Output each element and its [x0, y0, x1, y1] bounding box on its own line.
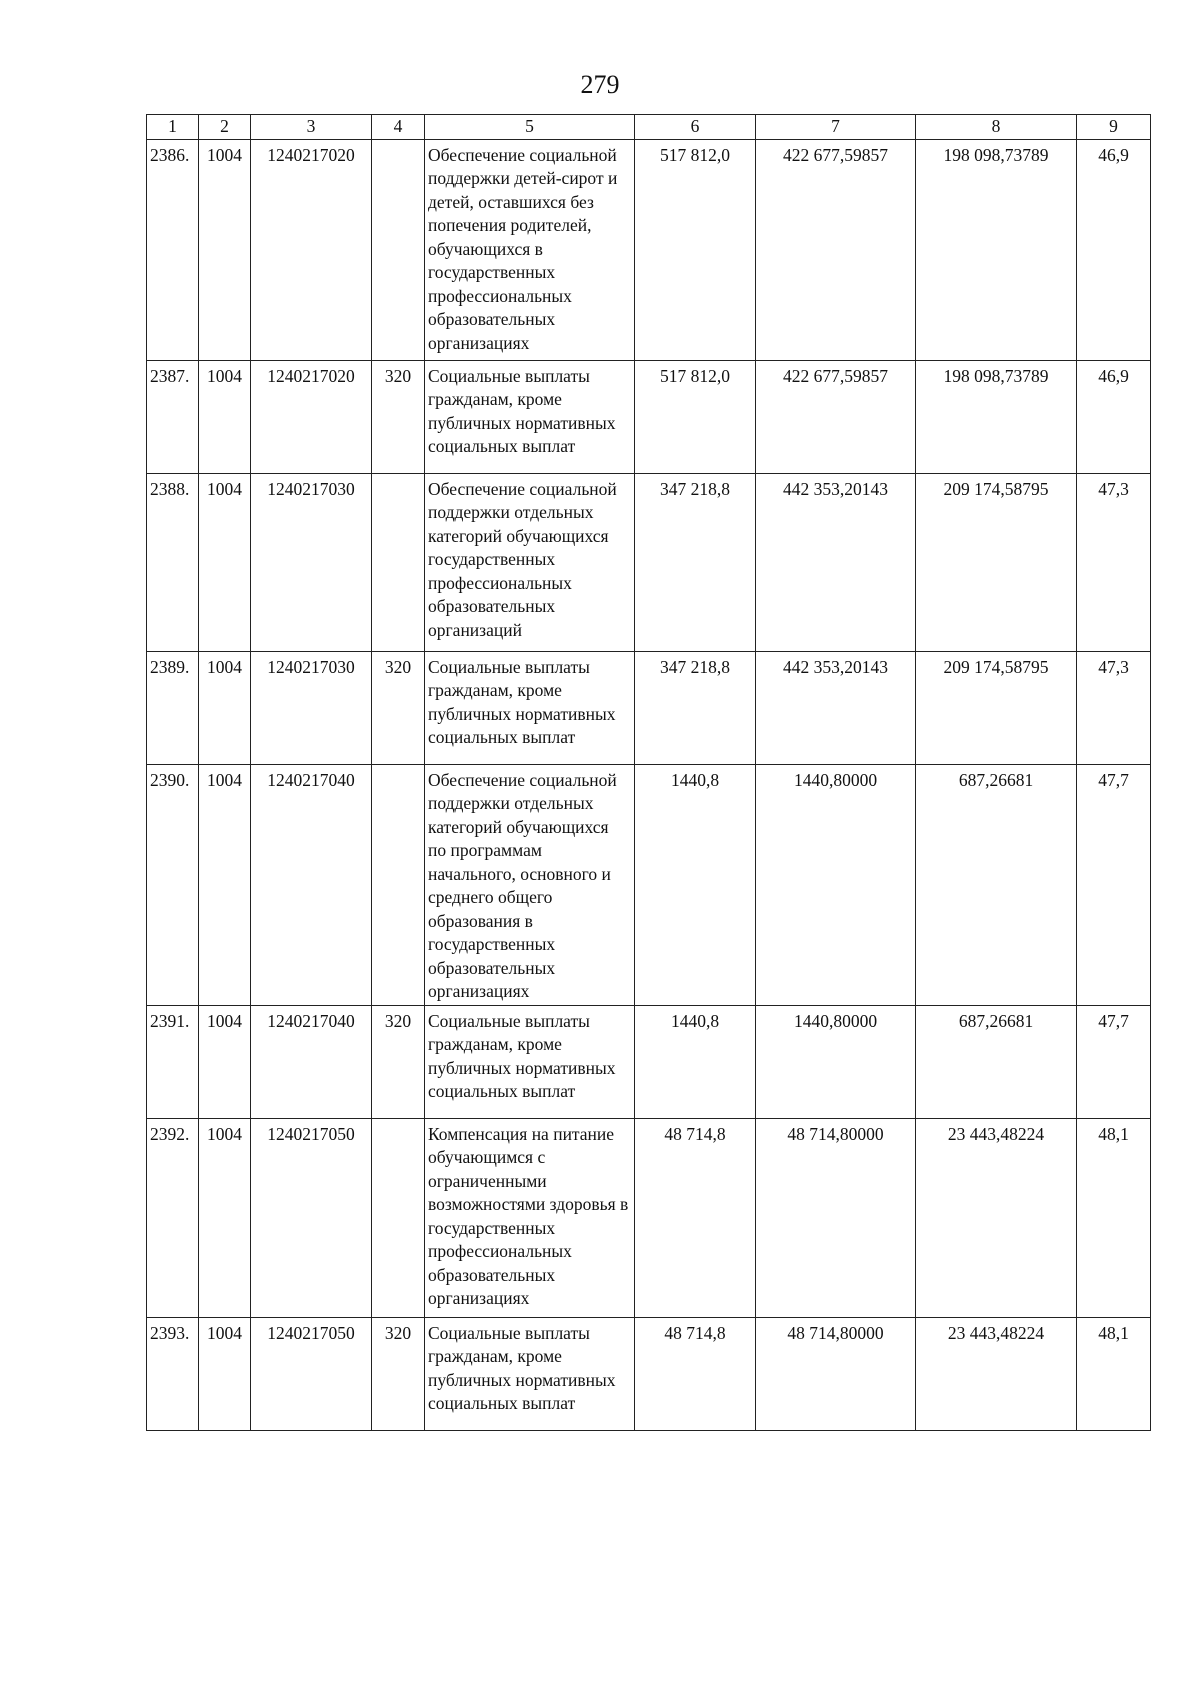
- value-approved: 422 677,59857: [756, 139, 916, 360]
- value-approved: 1440,80000: [756, 764, 916, 1005]
- table-row: [147, 1005, 1151, 1118]
- row-description: Социальные выплаты гражданам, кроме публичных нормативных социальных выплат: [425, 651, 635, 764]
- value-executed: 209 174,58795: [916, 651, 1077, 764]
- value-approved: 422 677,59857: [756, 360, 916, 473]
- value-plan: 1440,8: [635, 1005, 756, 1118]
- expense-type: [372, 139, 425, 360]
- target-article: 1240217030: [251, 473, 372, 651]
- row-description: Компенсация на питание обучающимся с ограниченными возможностями здоровья в государственных профессиональных образовательных организациях: [425, 1118, 635, 1317]
- section-code: 1004: [199, 360, 251, 473]
- value-percent: 47,7: [1077, 764, 1151, 1005]
- table-row: [147, 651, 1151, 764]
- value-plan: 48 714,8: [635, 1317, 756, 1430]
- table-row: [147, 1118, 1151, 1317]
- column-header: 2: [199, 115, 251, 140]
- table-header-row: [147, 115, 1151, 140]
- section-code: 1004: [199, 651, 251, 764]
- expense-type: [372, 473, 425, 651]
- page-number: 279: [580, 70, 620, 99]
- value-percent: 48,1: [1077, 1118, 1151, 1317]
- expense-type: 320: [372, 1005, 425, 1118]
- column-header: 4: [372, 115, 425, 140]
- table-row: [147, 139, 1151, 360]
- section-code: 1004: [199, 139, 251, 360]
- value-plan: 517 812,0: [635, 360, 756, 473]
- target-article: 1240217040: [251, 1005, 372, 1118]
- value-executed: 198 098,73789: [916, 360, 1077, 473]
- value-executed: 209 174,58795: [916, 473, 1077, 651]
- table-row: [147, 1317, 1151, 1430]
- value-percent: 47,3: [1077, 473, 1151, 651]
- row-number: 2393.: [147, 1317, 199, 1430]
- value-plan: 347 218,8: [635, 473, 756, 651]
- value-executed: 23 443,48224: [916, 1118, 1077, 1317]
- column-header: 3: [251, 115, 372, 140]
- value-approved: 48 714,80000: [756, 1317, 916, 1430]
- row-description: Социальные выплаты гражданам, кроме публичных нормативных социальных выплат: [425, 360, 635, 473]
- expense-type: 320: [372, 651, 425, 764]
- table-row: [147, 473, 1151, 651]
- value-executed: 198 098,73789: [916, 139, 1077, 360]
- value-plan: 48 714,8: [635, 1118, 756, 1317]
- value-plan: 1440,8: [635, 764, 756, 1005]
- value-percent: 47,3: [1077, 651, 1151, 764]
- row-number: 2391.: [147, 1005, 199, 1118]
- budget-table: [146, 114, 1151, 1431]
- column-header: 6: [635, 115, 756, 140]
- section-code: 1004: [199, 1118, 251, 1317]
- value-percent: 47,7: [1077, 1005, 1151, 1118]
- target-article: 1240217020: [251, 360, 372, 473]
- column-header: 1: [147, 115, 199, 140]
- section-code: 1004: [199, 764, 251, 1005]
- column-header: 9: [1077, 115, 1151, 140]
- value-approved: 442 353,20143: [756, 651, 916, 764]
- value-approved: 442 353,20143: [756, 473, 916, 651]
- value-approved: 48 714,80000: [756, 1118, 916, 1317]
- column-header: 5: [425, 115, 635, 140]
- value-percent: 48,1: [1077, 1317, 1151, 1430]
- target-article: 1240217020: [251, 139, 372, 360]
- target-article: 1240217050: [251, 1118, 372, 1317]
- value-executed: 23 443,48224: [916, 1317, 1077, 1430]
- row-number: 2388.: [147, 473, 199, 651]
- expense-type: [372, 1118, 425, 1317]
- row-description: Обеспечение социальной поддержки детей-сирот и детей, оставшихся без попечения родителей, обучающихся в государственных профессиональных образовательных организациях: [425, 139, 635, 360]
- section-code: 1004: [199, 1317, 251, 1430]
- value-plan: 517 812,0: [635, 139, 756, 360]
- expense-type: 320: [372, 360, 425, 473]
- value-executed: 687,26681: [916, 1005, 1077, 1118]
- target-article: 1240217030: [251, 651, 372, 764]
- row-number: 2392.: [147, 1118, 199, 1317]
- column-header: 8: [916, 115, 1077, 140]
- table-body: [147, 139, 1151, 1430]
- row-description: Обеспечение социальной поддержки отдельных категорий обучающихся по программам начального, основного и среднего общего образования в государственных образовательных организациях: [425, 764, 635, 1005]
- row-number: 2386.: [147, 139, 199, 360]
- target-article: 1240217050: [251, 1317, 372, 1430]
- section-code: 1004: [199, 473, 251, 651]
- row-number: 2389.: [147, 651, 199, 764]
- target-article: 1240217040: [251, 764, 372, 1005]
- value-percent: 46,9: [1077, 139, 1151, 360]
- table-row: [147, 764, 1151, 1005]
- column-header: 7: [756, 115, 916, 140]
- value-plan: 347 218,8: [635, 651, 756, 764]
- row-description: Обеспечение социальной поддержки отдельных категорий обучающихся государственных профессиональных образовательных организаций: [425, 473, 635, 651]
- expense-type: 320: [372, 1317, 425, 1430]
- value-executed: 687,26681: [916, 764, 1077, 1005]
- expense-type: [372, 764, 425, 1005]
- value-approved: 1440,80000: [756, 1005, 916, 1118]
- table-row: [147, 360, 1151, 473]
- row-description: Социальные выплаты гражданам, кроме публичных нормативных социальных выплат: [425, 1317, 635, 1430]
- value-percent: 46,9: [1077, 360, 1151, 473]
- row-number: 2390.: [147, 764, 199, 1005]
- row-description: Социальные выплаты гражданам, кроме публичных нормативных социальных выплат: [425, 1005, 635, 1118]
- section-code: 1004: [199, 1005, 251, 1118]
- row-number: 2387.: [147, 360, 199, 473]
